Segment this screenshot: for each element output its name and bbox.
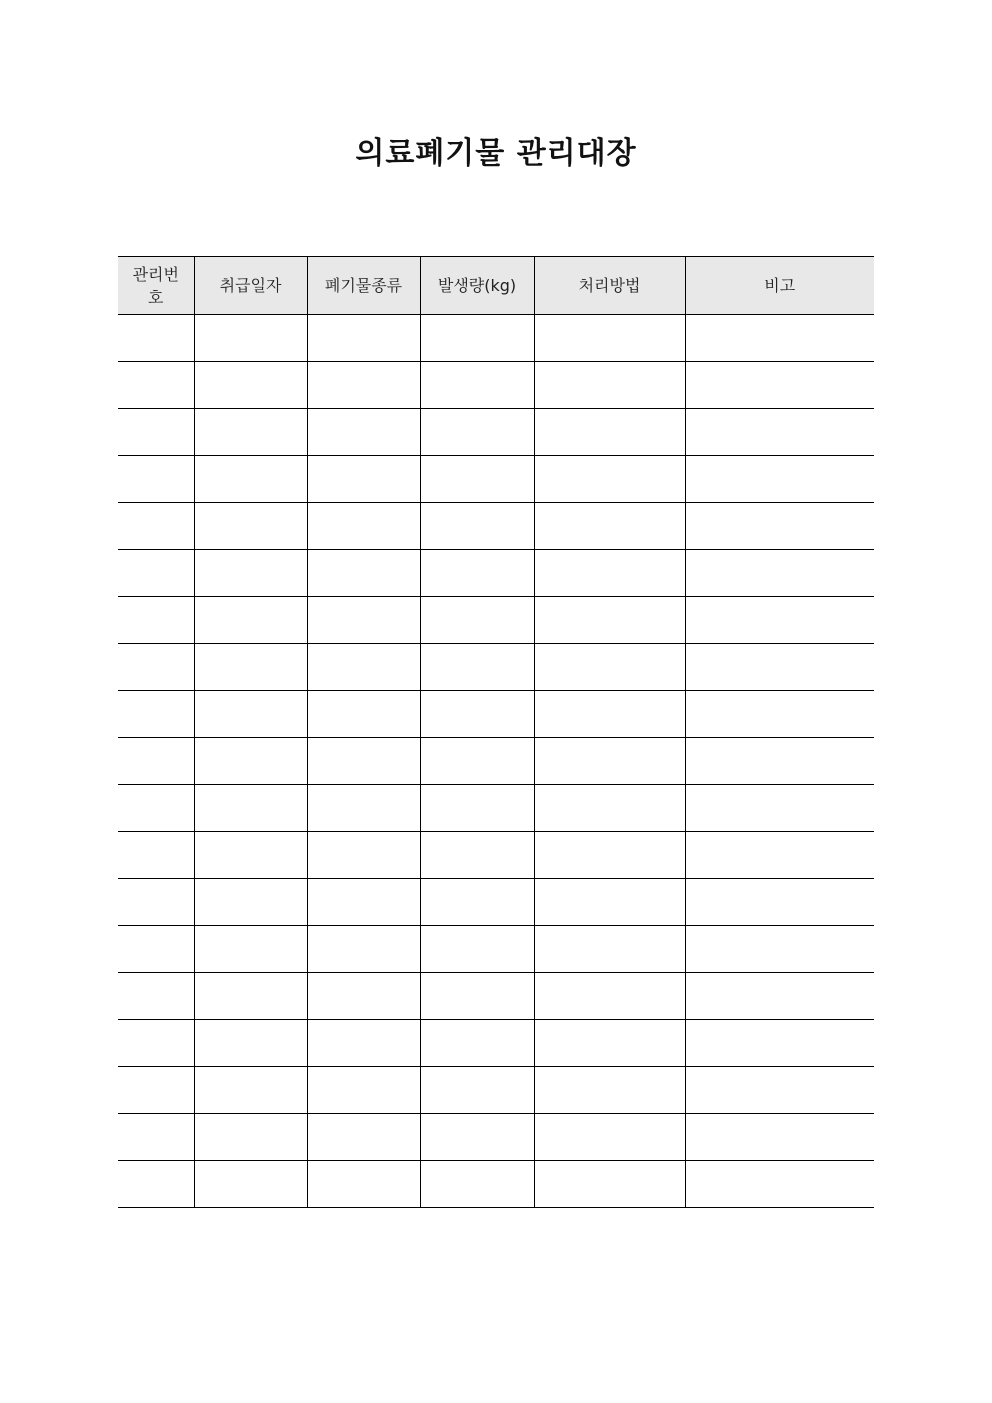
cell-disposal-method[interactable] (534, 926, 685, 973)
cell-amount-kg[interactable] (420, 785, 534, 832)
table-row (118, 503, 874, 550)
cell-remarks[interactable] (685, 362, 874, 409)
cell-management-number[interactable] (118, 738, 194, 785)
cell-disposal-method[interactable] (534, 644, 685, 691)
page-title: 의료폐기물 관리대장 (355, 136, 637, 171)
cell-remarks[interactable] (685, 1161, 874, 1208)
cell-amount-kg[interactable] (420, 1114, 534, 1161)
header-management-number (118, 257, 194, 315)
cell-handling-date[interactable] (194, 738, 307, 785)
table-row (118, 409, 874, 456)
cell-amount-kg[interactable] (420, 1161, 534, 1208)
table-header (118, 257, 874, 315)
cell-amount-kg[interactable] (420, 691, 534, 738)
cell-remarks[interactable] (685, 597, 874, 644)
cell-amount-kg[interactable] (420, 597, 534, 644)
table-row (118, 926, 874, 973)
cell-waste-type[interactable] (307, 1161, 420, 1208)
cell-remarks[interactable] (685, 644, 874, 691)
cell-remarks[interactable] (685, 1020, 874, 1067)
cell-remarks[interactable] (685, 879, 874, 926)
cell-disposal-method[interactable] (534, 597, 685, 644)
table-row (118, 785, 874, 832)
table-row (118, 738, 874, 785)
table-row (118, 456, 874, 503)
cell-management-number[interactable] (118, 362, 194, 409)
cell-handling-date[interactable] (194, 644, 307, 691)
cell-remarks[interactable] (685, 973, 874, 1020)
cell-management-number[interactable] (118, 503, 194, 550)
cell-handling-date[interactable] (194, 597, 307, 644)
cell-disposal-method[interactable] (534, 315, 685, 362)
cell-waste-type[interactable] (307, 879, 420, 926)
cell-amount-kg[interactable] (420, 503, 534, 550)
cell-amount-kg[interactable] (420, 315, 534, 362)
table-row (118, 691, 874, 738)
header-waste-type: 폐기물종류 (307, 257, 420, 315)
cell-disposal-method[interactable] (534, 691, 685, 738)
cell-management-number[interactable] (118, 832, 194, 879)
cell-management-number[interactable] (118, 785, 194, 832)
cell-management-number[interactable] (118, 1067, 194, 1114)
cell-amount-kg[interactable] (420, 456, 534, 503)
cell-disposal-method[interactable] (534, 832, 685, 879)
cell-management-number[interactable] (118, 409, 194, 456)
cell-waste-type[interactable] (307, 597, 420, 644)
waste-ledger-table (118, 256, 874, 1208)
cell-disposal-method[interactable] (534, 1067, 685, 1114)
cell-disposal-method[interactable] (534, 1161, 685, 1208)
cell-handling-date[interactable] (194, 503, 307, 550)
cell-waste-type[interactable] (307, 926, 420, 973)
cell-remarks[interactable] (685, 738, 874, 785)
cell-remarks[interactable] (685, 926, 874, 973)
table-row (118, 597, 874, 644)
cell-amount-kg[interactable] (420, 644, 534, 691)
cell-waste-type[interactable] (307, 550, 420, 597)
cell-remarks[interactable] (685, 409, 874, 456)
header-handling-date: 취급일자 (194, 257, 307, 315)
cell-management-number[interactable] (118, 550, 194, 597)
cell-disposal-method[interactable] (534, 503, 685, 550)
cell-remarks[interactable] (685, 1067, 874, 1114)
cell-handling-date[interactable] (194, 362, 307, 409)
cell-remarks[interactable] (685, 832, 874, 879)
cell-remarks[interactable] (685, 1114, 874, 1161)
cell-remarks[interactable] (685, 691, 874, 738)
table-row (118, 315, 874, 362)
cell-disposal-method[interactable] (534, 879, 685, 926)
cell-handling-date[interactable] (194, 1161, 307, 1208)
cell-remarks[interactable] (685, 785, 874, 832)
cell-handling-date[interactable] (194, 315, 307, 362)
cell-handling-date[interactable] (194, 691, 307, 738)
cell-waste-type[interactable] (307, 315, 420, 362)
cell-remarks[interactable] (685, 550, 874, 597)
cell-waste-type[interactable] (307, 1114, 420, 1161)
cell-handling-date[interactable] (194, 1067, 307, 1114)
cell-waste-type[interactable] (307, 503, 420, 550)
table-body (118, 315, 874, 1208)
cell-management-number[interactable] (118, 691, 194, 738)
cell-management-number[interactable] (118, 644, 194, 691)
cell-management-number[interactable] (118, 1020, 194, 1067)
cell-waste-type[interactable] (307, 973, 420, 1020)
header-disposal-method: 처리방법 (534, 257, 685, 315)
cell-disposal-method[interactable] (534, 973, 685, 1020)
cell-handling-date[interactable] (194, 926, 307, 973)
cell-management-number[interactable] (118, 1161, 194, 1208)
table-row (118, 832, 874, 879)
cell-disposal-method[interactable] (534, 362, 685, 409)
cell-amount-kg[interactable] (420, 973, 534, 1020)
cell-disposal-method[interactable] (534, 550, 685, 597)
cell-amount-kg[interactable] (420, 879, 534, 926)
cell-handling-date[interactable] (194, 456, 307, 503)
cell-handling-date[interactable] (194, 785, 307, 832)
cell-handling-date[interactable] (194, 832, 307, 879)
cell-handling-date[interactable] (194, 1114, 307, 1161)
cell-management-number[interactable] (118, 973, 194, 1020)
cell-handling-date[interactable] (194, 879, 307, 926)
cell-amount-kg[interactable] (420, 409, 534, 456)
header-amount-kg: 발생량(kg) (420, 257, 534, 315)
cell-disposal-method[interactable] (534, 738, 685, 785)
cell-disposal-method[interactable] (534, 1020, 685, 1067)
cell-remarks[interactable] (685, 456, 874, 503)
cell-amount-kg[interactable] (420, 1020, 534, 1067)
cell-disposal-method[interactable] (534, 1114, 685, 1161)
cell-amount-kg[interactable] (420, 926, 534, 973)
cell-management-number[interactable] (118, 926, 194, 973)
cell-amount-kg[interactable] (420, 738, 534, 785)
cell-handling-date[interactable] (194, 973, 307, 1020)
header-remarks: 비고 (685, 257, 874, 315)
table-row (118, 644, 874, 691)
table-row (118, 362, 874, 409)
cell-management-number[interactable] (118, 597, 194, 644)
header-management-number-label: 관리번호 (132, 264, 179, 307)
cell-waste-type[interactable] (307, 1020, 420, 1067)
table-row (118, 550, 874, 597)
header-row (118, 257, 874, 315)
cell-waste-type[interactable] (307, 785, 420, 832)
cell-amount-kg[interactable] (420, 550, 534, 597)
cell-waste-type[interactable] (307, 738, 420, 785)
cell-waste-type[interactable] (307, 691, 420, 738)
cell-amount-kg[interactable] (420, 362, 534, 409)
cell-waste-type[interactable] (307, 644, 420, 691)
table-row (118, 1161, 874, 1208)
cell-remarks[interactable] (685, 503, 874, 550)
table-row (118, 1067, 874, 1114)
table-row (118, 1114, 874, 1161)
cell-amount-kg[interactable] (420, 832, 534, 879)
cell-amount-kg[interactable] (420, 1067, 534, 1114)
cell-waste-type[interactable] (307, 1067, 420, 1114)
table-row (118, 973, 874, 1020)
cell-remarks[interactable] (685, 315, 874, 362)
cell-handling-date[interactable] (194, 550, 307, 597)
cell-management-number[interactable] (118, 315, 194, 362)
cell-waste-type[interactable] (307, 832, 420, 879)
cell-waste-type[interactable] (307, 362, 420, 409)
cell-disposal-method[interactable] (534, 456, 685, 503)
cell-handling-date[interactable] (194, 409, 307, 456)
cell-disposal-method[interactable] (534, 409, 685, 456)
cell-management-number[interactable] (118, 1114, 194, 1161)
cell-management-number[interactable] (118, 456, 194, 503)
table-row (118, 1020, 874, 1067)
cell-management-number[interactable] (118, 879, 194, 926)
cell-handling-date[interactable] (194, 1020, 307, 1067)
cell-disposal-method[interactable] (534, 785, 685, 832)
table-row (118, 879, 874, 926)
cell-waste-type[interactable] (307, 409, 420, 456)
cell-waste-type[interactable] (307, 456, 420, 503)
